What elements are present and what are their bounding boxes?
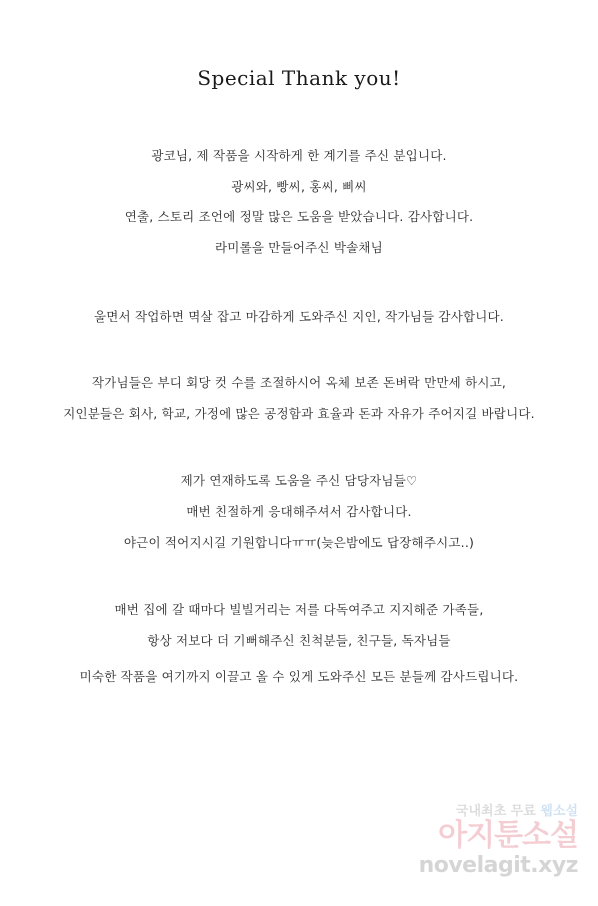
thanks-line: 연출, 스토리 조언에 정말 많은 도움을 받았습니다. 감사합니다. bbox=[124, 209, 474, 224]
thanks-line: 울면서 작업하면 멱살 잡고 마감하게 도와주신 지인, 작가님들 감사합니다. bbox=[94, 309, 504, 324]
watermark-url: novelagit.xyz bbox=[418, 853, 578, 878]
thanks-line: 광씨와, 빵씨, 홍씨, 삐씨 bbox=[231, 179, 367, 194]
thanks-line: 야근이 적어지시길 기원합니다ㅠㅠ(늦은밤에도 답장해주시고..) bbox=[123, 535, 475, 550]
watermark-tagline bbox=[388, 800, 578, 819]
thanks-line: 라미롤을 만들어주신 박솔채님 bbox=[215, 240, 383, 255]
thanks-line: 미숙한 작품을 여기까지 이끌고 올 수 있게 도와주신 모든 분들께 감사드립니다. bbox=[79, 669, 519, 684]
thanks-line: 작가님들은 부디 회당 컷 수를 조절하시어 옥체 보존 돈벼락 만만세 하시고, bbox=[91, 375, 507, 390]
thanks-line: 제가 연재하도록 도움을 주신 담당자님들♡ bbox=[180, 473, 418, 488]
site-watermark bbox=[388, 800, 578, 895]
watermark-logo-text: 아지툰소설 bbox=[438, 818, 578, 853]
thanks-line: 매번 친절하게 응대해주셔서 감사합니다. bbox=[186, 504, 412, 519]
thanks-line: 지인분들은 회사, 학교, 가정에 많은 공정함과 효율과 돈과 자유가 주어지길 바랍니다. bbox=[63, 406, 535, 421]
thanks-line: 매번 집에 갈 때마다 빌빌거리는 저를 다독여주고 지지해준 가족들, bbox=[114, 602, 484, 617]
thanks-line: 항상 저보다 더 기뻐해주신 친척분들, 친구들, 독자님들 bbox=[147, 633, 451, 648]
watermark-tagline-accent: 웹소설 bbox=[540, 804, 578, 819]
page-title: Special Thank you! bbox=[197, 66, 401, 90]
watermark-tagline-text: 국내최초 무료 bbox=[455, 804, 541, 819]
thanks-line: 광코님, 제 작품을 시작하게 한 계기를 주신 분입니다. bbox=[151, 148, 447, 163]
